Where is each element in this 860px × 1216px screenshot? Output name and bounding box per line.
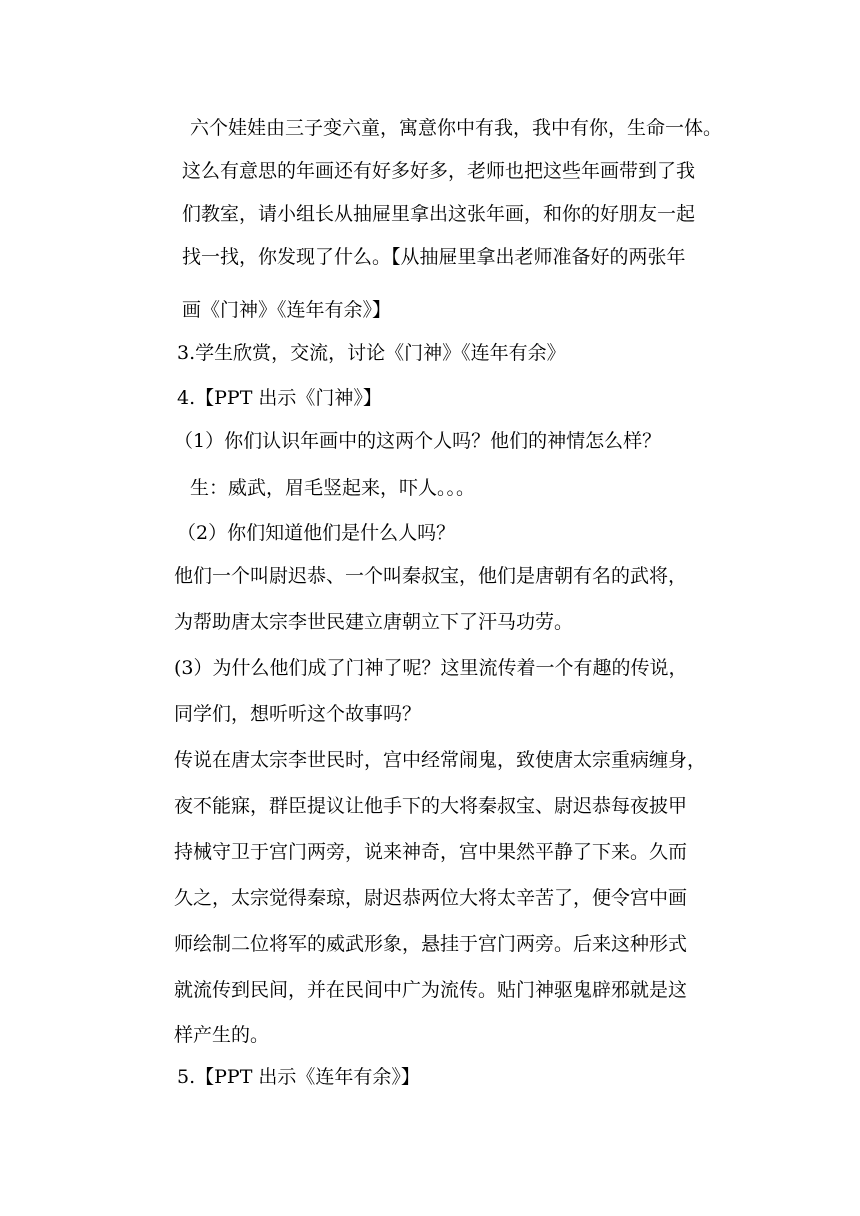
paragraph-line: 他们一个叫尉迟恭、一个叫秦叔宝，他们是唐朝有名的武将， [174,565,688,587]
list-item-3: 3.学生欣赏，交流，讨论《门神》《连年有余》 [177,342,566,364]
paragraph-line: 这么有意思的年画还有好多好多，老师也把这些年画带到了我 [182,160,696,182]
list-item-5: 5.【PPT 出示《连年有余》】 [177,1066,420,1088]
question-2: （2）你们知道他们是什么人吗？ [177,522,456,544]
paragraph-line: 样产生的。 [174,1024,270,1046]
paragraph-line: 传说在唐太宗李世民时，宫中经常闹鬼，致使唐太宗重病缠身， [174,749,707,771]
paragraph-line: 持械守卫于宫门两旁，说来神奇，宫中果然平静了下来。久而 [174,841,688,863]
paragraph-line: 同学们，想听听这个故事吗？ [174,703,422,725]
paragraph-line: 画《门神》《连年有余》】 [182,299,392,321]
paragraph-line: 们教室，请小组长从抽屉里拿出这张年画，和你的好朋友一起 [182,203,696,225]
list-item-4: 4.【PPT 出示《门神》】 [177,387,382,409]
paragraph-line: 久之，太宗觉得秦琼，尉迟恭两位大将太辛苦了，便令宫中画 [174,887,688,909]
paragraph-line: 就流传到民间，并在民间中广为流传。贴门神驱鬼辟邪就是这 [174,979,688,1001]
paragraph-line: 六个娃娃由三子变六童，寓意你中有我，我中有你，生命一体。 [190,117,723,139]
paragraph-line: 为帮助唐太宗李世民建立唐朝立下了汗马功劳。 [174,611,574,633]
student-answer: 生：威武，眉毛竖起来，吓人。。。 [190,477,476,499]
paragraph-line: 夜不能寐，群臣提议让他手下的大将秦叔宝、尉迟恭每夜披甲 [174,795,688,817]
question-3: (3）为什么他们成了门神了呢？这里流传着一个有趣的传说， [174,657,688,679]
paragraph-line: 师绘制二位将军的威武形象，悬挂于宫门两旁。后来这种形式 [174,933,688,955]
question-1: （1）你们认识年画中的这两个人吗？他们的神情怎么样？ [174,430,662,452]
paragraph-line: 找一找，你发现了什么。【从抽屉里拿出老师准备好的两张年 [182,246,686,268]
